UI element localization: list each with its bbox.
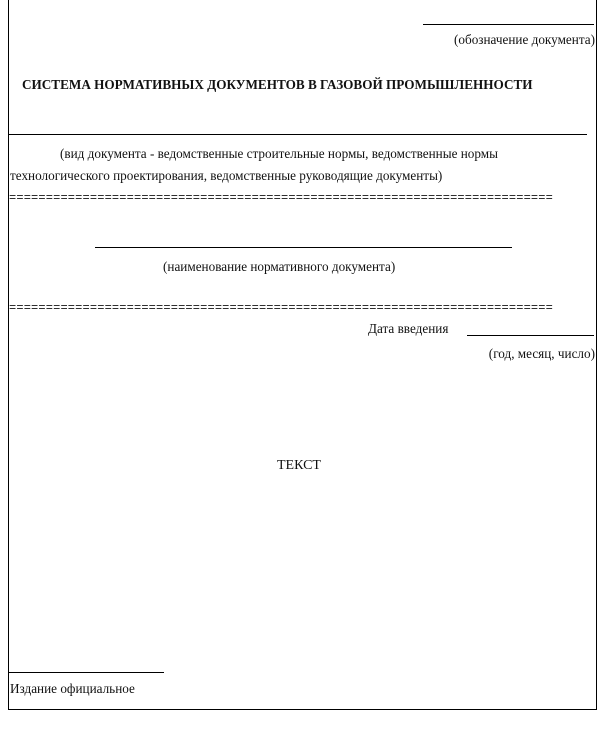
double-rule-top: ========================================================================== [9, 194, 553, 202]
designation-caption: (обозначение документа) [454, 32, 595, 47]
doc-type-line-1: (вид документа - ведомственные строительные нормы, ведомственные нормы [60, 146, 498, 161]
system-title: СИСТЕМА НОРМАТИВНЫХ ДОКУМЕНТОВ В ГАЗОВОЙ ПРОМЫШЛЕННОСТИ [22, 77, 533, 92]
doc-type-line-2: технологического проектирования, ведомственные руководящие документы) [10, 168, 443, 183]
date-format-caption: (год, месяц, число) [488, 346, 595, 361]
name-caption: (наименование нормативного документа) [163, 259, 396, 274]
intro-date-label: Дата введения [368, 321, 449, 336]
name-line [95, 247, 512, 248]
double-rule-bottom: ========================================================================== [9, 304, 553, 312]
designation-line [423, 24, 594, 25]
edition-line [9, 672, 164, 673]
intro-date-line [467, 335, 594, 336]
doc-type-line [9, 134, 587, 135]
body-text: ТЕКСТ [277, 458, 321, 473]
edition-note: Издание официальное [10, 681, 135, 696]
